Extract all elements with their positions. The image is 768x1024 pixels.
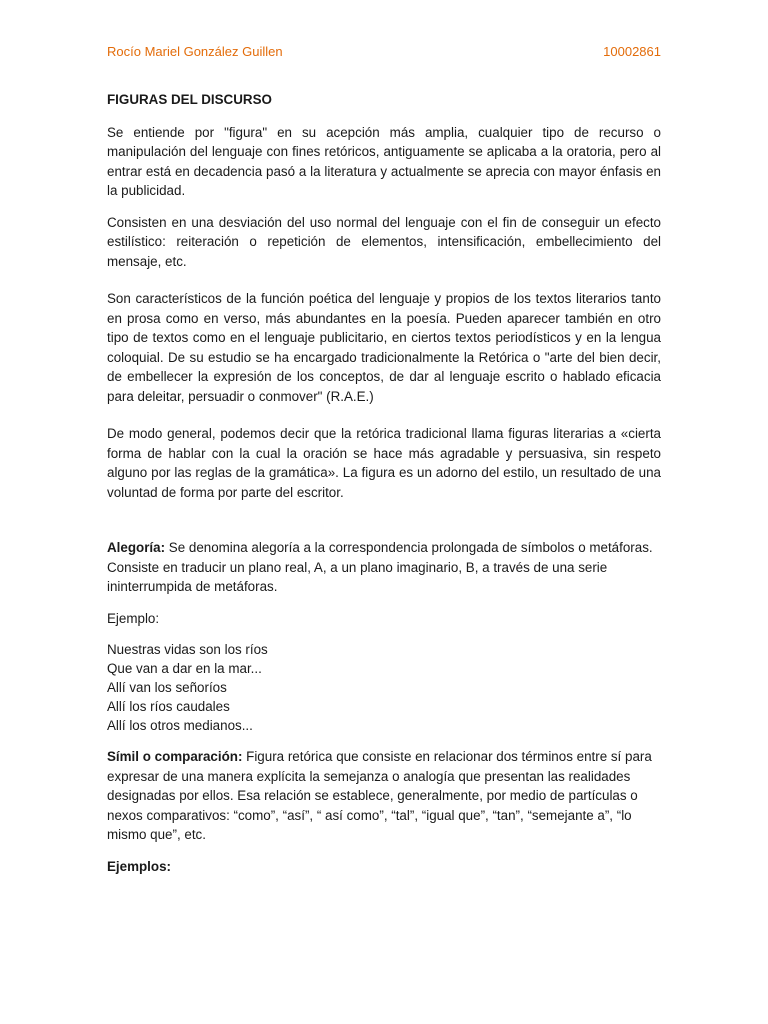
- simil-definition: Figura retórica que consiste en relacionar dos términos entre sí para expresar de una manera explícita la semejanza o analogía que presentan las realidades designadas por ellos. Esa relación se establece, generalmente, por medio de partículas o nexos comparativos: “como”, “así”, “ así como”, “tal”, “igual que”, “tan”, “semejante a”, “lo mismo que”, etc.: [107, 749, 652, 842]
- student-id: 10002861: [603, 44, 661, 59]
- alegoria-example-label: Ejemplo:: [107, 610, 160, 626]
- poem-line: Allí los ríos caudales: [107, 699, 230, 714]
- alegoria-term: Alegoría:: [107, 540, 166, 555]
- intro-paragraph-4: De modo general, podemos decir que la retórica tradicional llama figuras literarias a «cierta forma de hablar con la cual la oración se hace más agradable y persuasiva, sin respeto alguno por las reglas de la gramática». La figura es un adorno del estilo, un resultado de una voluntad de forma por parte del escritor.: [107, 426, 661, 500]
- document-body: [107, 90, 661, 888]
- intro-paragraph-2: Consisten en una desviación del uso normal del lenguaje con el fin de conseguir un efecto estilístico: reiteración o repetición de elementos, intensificación, embellecimiento del mensaje, etc.: [107, 214, 661, 269]
- author-name: Rocío Mariel González Guillen: [107, 44, 283, 59]
- alegoria-definition: Se denomina alegoría a la correspondencia prolongada de símbolos o metáforas. Consiste en traducir un plano real, A, a un plano imaginario, B, a través de una serie ininterrumpida de metáforas.: [107, 540, 653, 594]
- poem-line: Allí los otros medianos...: [107, 718, 253, 733]
- poem-line: Nuestras vidas son los ríos: [107, 642, 268, 657]
- simil-term: Símil o comparación:: [107, 749, 243, 764]
- intro-paragraph-1: Se entiende por "figura" en su acepción más amplia, cualquier tipo de recurso o manipulación del lenguaje con fines retóricos, antiguamente se aplicaba a la oratoria, pero al entrar está en decadencia pasó a la literatura y actualmente se aprecia con mayor énfasis en la publicidad.: [107, 124, 661, 198]
- simil-paragraph: [107, 747, 661, 845]
- section-spacer: [107, 514, 661, 538]
- intro-paragraph-3: Son característicos de la función poética del lenguaje y propios de los textos literarios tanto en prosa como en verso, más abundantes en la poesía. Pueden aparecer también en otro tipo de textos como en el lenguaje publicitario, en ciertos textos periodísticos y en la lengua coloquial. De su estudio se ha encargado tradicionalmente la Retórica o "arte del bien decir, de embellecer la expresión de los conceptos, de dar al lenguaje escrito o hablado eficacia para deleitar, persuadir o conmover" (R.A.E.): [107, 291, 661, 404]
- alegoria-poem: [107, 640, 661, 735]
- document-title: FIGURAS DEL DISCURSO: [107, 92, 272, 107]
- poem-line: Que van a dar en la mar...: [107, 661, 262, 676]
- page-header: [107, 44, 661, 59]
- simil-example-label: Ejemplos:: [107, 858, 171, 874]
- alegoria-paragraph: [107, 538, 661, 597]
- poem-line: Allí van los señoríos: [107, 680, 227, 695]
